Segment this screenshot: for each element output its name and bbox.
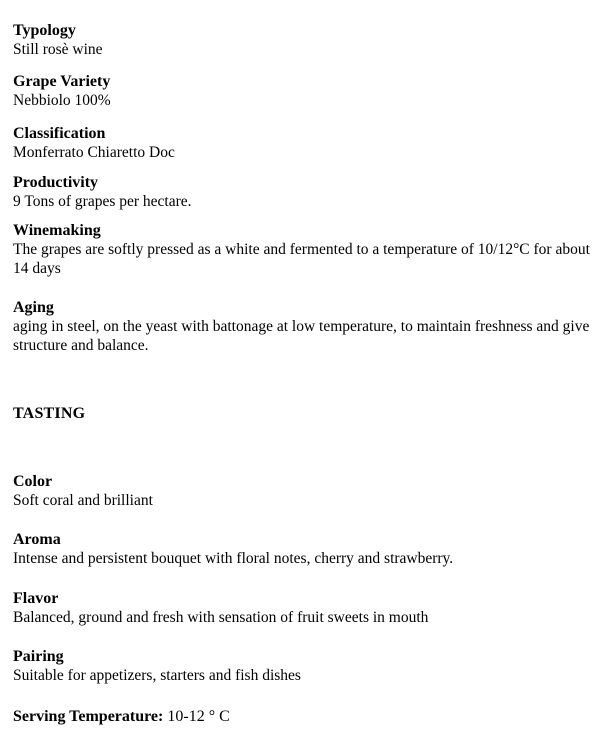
aging-label: Aging bbox=[13, 299, 54, 316]
classification-section bbox=[13, 124, 603, 162]
pairing-value: Suitable for appetizers, starters and fish dishes bbox=[13, 667, 301, 684]
winemaking-label: Winemaking bbox=[13, 222, 101, 239]
aroma-section bbox=[13, 530, 603, 568]
winemaking-value: The grapes are softly pressed as a white and fermented to a temperature of 10/12°C for about 14 days bbox=[13, 241, 590, 277]
aging-value: aging in steel, on the yeast with battonage at low temperature, to maintain freshness and give structure and balance. bbox=[13, 318, 590, 354]
productivity-section bbox=[13, 173, 603, 211]
serving-temperature-section bbox=[13, 707, 603, 726]
color-label: Color bbox=[13, 473, 53, 490]
serving-temperature-value: 10-12 ° C bbox=[167, 708, 230, 725]
pairing-label: Pairing bbox=[13, 648, 64, 665]
pairing-section bbox=[13, 647, 603, 685]
productivity-label: Productivity bbox=[13, 174, 99, 191]
flavor-label: Flavor bbox=[13, 590, 59, 607]
winemaking-section bbox=[13, 221, 603, 278]
classification-value: Monferrato Chiaretto Doc bbox=[13, 144, 175, 161]
color-value: Soft coral and brilliant bbox=[13, 492, 153, 509]
flavor-section bbox=[13, 589, 603, 627]
grape-variety-section bbox=[13, 72, 603, 110]
productivity-value: 9 Tons of grapes per hectare. bbox=[13, 193, 192, 210]
serving-temperature-label: Serving Temperature: bbox=[13, 708, 164, 725]
flavor-value: Balanced, ground and fresh with sensation of fruit sweets in mouth bbox=[13, 609, 429, 626]
aroma-label: Aroma bbox=[13, 531, 61, 548]
serving-temperature-line bbox=[13, 707, 603, 726]
typology-value: Still rosè wine bbox=[13, 41, 103, 58]
typology-section bbox=[13, 21, 603, 59]
tasting-title: TASTING bbox=[13, 405, 86, 422]
tasting-section-heading bbox=[13, 404, 603, 423]
grape-variety-value: Nebbiolo 100% bbox=[13, 92, 111, 109]
color-section bbox=[13, 472, 603, 510]
classification-label: Classification bbox=[13, 125, 106, 142]
aroma-value: Intense and persistent bouquet with floral notes, cherry and strawberry. bbox=[13, 550, 454, 567]
aging-section bbox=[13, 298, 603, 355]
grape-variety-label: Grape Variety bbox=[13, 73, 111, 90]
typology-label: Typology bbox=[13, 22, 76, 39]
